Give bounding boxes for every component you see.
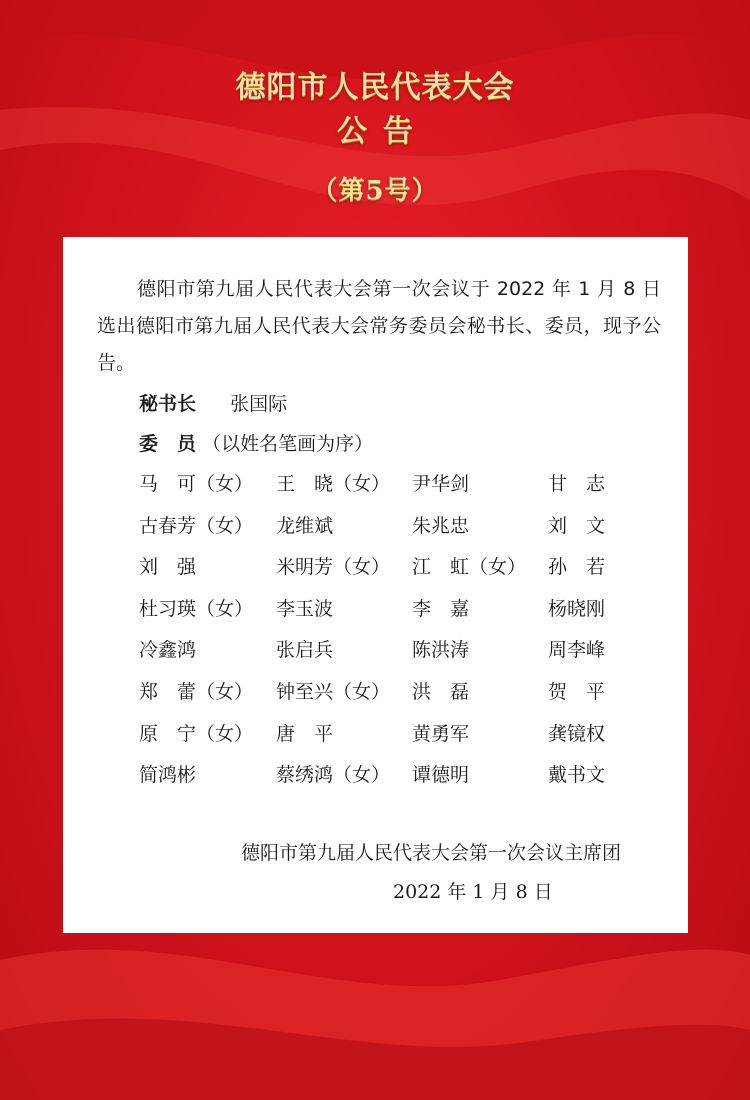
members-note: （以姓名笔画为序）	[202, 433, 374, 455]
member-name: 郑 蕾（女）	[139, 681, 254, 703]
member-name: 尹华剑	[412, 473, 470, 495]
issue-date: 2022 年 1 月 8 日	[393, 881, 553, 903]
member-name: 谭德明	[412, 764, 470, 787]
member-name: 陈洪涛	[412, 639, 470, 662]
notice-subtitle: 公告	[337, 114, 429, 149]
member-name: 孙 若	[548, 556, 606, 579]
member-name: 戴书文	[548, 764, 606, 787]
member-name: 刘 文	[548, 514, 606, 537]
member-name: 龙维斌	[276, 514, 334, 537]
member-name: 李 嘉	[412, 597, 470, 620]
secretary-row	[139, 389, 287, 416]
member-name: 杨晓刚	[548, 597, 606, 620]
members-heading	[139, 429, 373, 456]
member-name: 龚镜权	[548, 722, 606, 745]
secretary-name: 张国际	[230, 393, 288, 415]
notice-title: 德阳市人民代表大会	[235, 70, 515, 105]
notice-body: 德阳市第九届人民代表大会第一次会议于 2022 年 1 月 8 日选出德阳市第九届人民代表大会常务委员会秘书长、委员，现予公告。	[97, 278, 661, 374]
member-name: 杜习瑛（女）	[139, 597, 254, 620]
member-name: 贺 平	[548, 681, 606, 703]
member-name: 冷鑫鸿	[139, 639, 197, 662]
member-name: 江 虹（女）	[412, 556, 527, 579]
member-name: 洪 磊	[412, 681, 470, 703]
member-name: 刘 强	[139, 556, 197, 579]
member-name: 原 宁（女）	[139, 722, 254, 745]
notice-card	[63, 237, 688, 933]
secretary-label: 秘书长	[139, 393, 197, 415]
member-name: 甘 志	[548, 473, 606, 495]
members-label: 委 员	[139, 433, 197, 455]
member-name: 马 可（女）	[139, 473, 254, 495]
member-name: 朱兆忠	[412, 514, 470, 537]
member-name: 简鸿彬	[139, 764, 197, 787]
member-name: 黄勇军	[412, 722, 470, 745]
member-name: 王 晓（女）	[276, 473, 391, 495]
member-name: 古春芳（女）	[139, 514, 254, 537]
member-name: 周李峰	[548, 639, 606, 662]
member-name: 唐 平	[276, 722, 334, 745]
member-name: 张启兵	[276, 639, 334, 662]
member-name: 李玉波	[276, 597, 334, 620]
member-name: 钟至兴（女）	[276, 681, 391, 703]
notice-number: （第5号）	[311, 176, 439, 206]
issuer: 德阳市第九届人民代表大会第一次会议主席团	[241, 842, 622, 864]
member-name: 米明芳（女）	[276, 556, 391, 579]
member-name: 蔡绣鸿（女）	[276, 764, 391, 787]
